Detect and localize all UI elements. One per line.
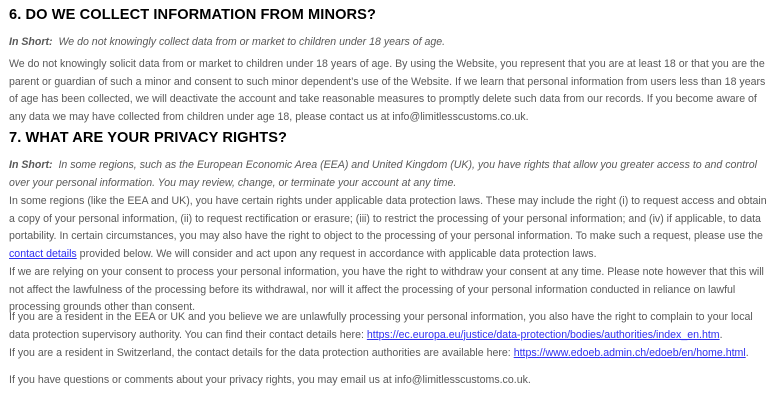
edoeb-link[interactable]: https://www.edoeb.admin.ch/edoeb/en/home.html [513,347,746,359]
eu-authorities-link[interactable]: https://ec.europa.eu/justice/data-protection/bodies/authorities/index_en.htm [366,328,720,341]
eea-complaint-text: If you are a resident in the EEA or UK and you believe we are unlawfully processing your personal information, you also have the right to complain to your local data protection supervisory authority. You can find their contact details here: [9,311,753,341]
rights-text: In some regions (like the EEA and UK), you have certain rights under applicable data protection laws. These may include the right (i) to request access and obtain a copy of your personal information, (ii) to request rectification or erasure; (iii) to restrict the processing of your personal information; and (iv) if applicable, to data portability. In certain circumstances, you may also have the right to object to the processing of your personal information. To make such a request, please use the [9,195,767,243]
in-short-label: In Short: [9,159,53,171]
section-7-heading: 7. WHAT ARE YOUR PRIVACY RIGHTS? [9,130,288,146]
eea-complaint-paragraph [9,309,769,344]
contact-details-link[interactable]: contact details [9,247,77,260]
section-6-heading: 6. DO WE COLLECT INFORMATION FROM MINORS? [9,7,377,23]
rights-paragraph [9,193,769,263]
period: . [719,328,723,341]
period: . [745,347,749,359]
consent-withdrawal-paragraph: If we are relying on your consent to process your personal information, you have the right to withdraw your consent at any time. Please note however that this will not affect the lawfulness of the processing before its withdrawal, nor will it affect the processing of your personal information conducted in reliance on lawful processing grounds other than consent. [9,266,764,314]
questions-paragraph: If you have questions or comments about your privacy rights, you may email us at info@limitlesscustoms.co.uk. [9,374,531,386]
in-short-label: In Short: [9,36,53,48]
rights-text-end: provided below. We will consider and act upon any request in accordance with applicable data protection laws. [76,247,597,260]
in-short-text: We do not knowingly collect data from or market to children under 18 years of age. [58,36,446,48]
switzerland-text: If you are a resident in Switzerland, the contact details for the data protection authorities are available here: [9,347,514,359]
section-7-in-short [9,157,769,192]
section-6-in-short [9,34,769,52]
switzerland-paragraph [9,345,769,363]
section-6-body: We do not knowingly solicit data from or market to children under 18 years of age. By using the Website, you represent that you are at least 18 or that you are the parent or guardian of such a minor and consent to such minor dependent’s use of the Website. If we learn that personal information from users less than 18 years of age has been collected, we will deactivate the account and take reasonable measures to promptly delete such data from our records. If you become aware of any data we may have collected from children under age 18, please contact us at info@limitlesscustoms.co.uk. [9,58,766,123]
in-short-text: In some regions, such as the European Economic Area (EEA) and United Kingdom (UK), you have rights that allow you greater access to and control over your personal information. You may review, change, or terminate your account at any time. [9,159,758,189]
